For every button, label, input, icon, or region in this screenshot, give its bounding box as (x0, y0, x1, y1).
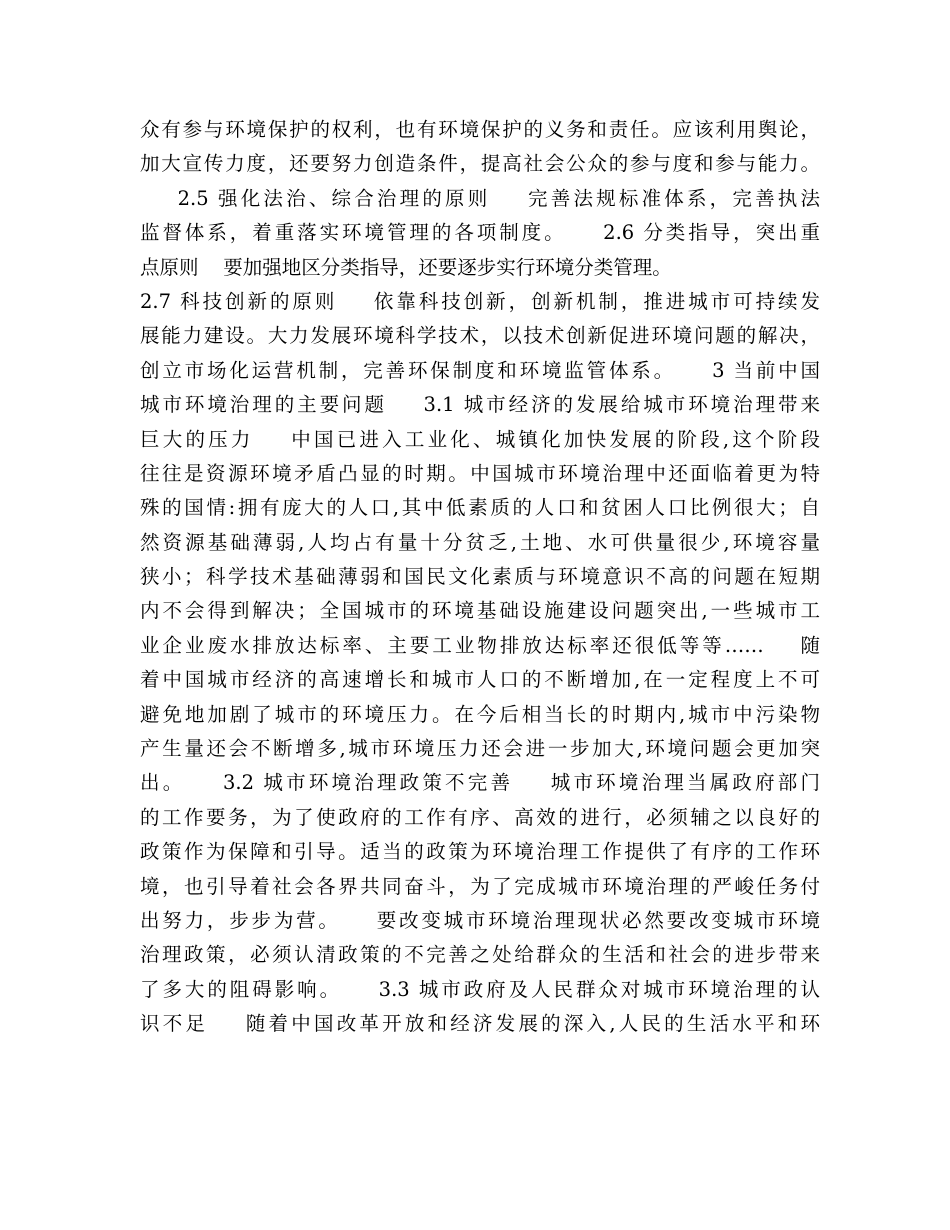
text-line: 着中国城市经济的高速增长和城市人口的不断增加,在一定程度上不可 (140, 668, 820, 692)
text-line: 创立市场化运营机制，完善环保制度和环境监管体系。 3 当前中国 (140, 358, 820, 382)
text-line: 城市环境治理的主要问题 3.1 城市经济的发展给城市环境治理带来 (140, 393, 820, 417)
text-line: 2.7 科技创新的原则 依靠科技创新，创新机制，推进城市可持续发 (140, 289, 820, 313)
text-line: 加大宣传力度，还要努力创造条件，提高社会公众的参与度和参与能力。 (140, 152, 820, 176)
text-line: 产生量还会不断增多,城市环境压力还会进一步加大,环境问题会更加突 (140, 737, 820, 761)
text-line: 监督体系，着重落实环境管理的各项制度。 2.6 分类指导，突出重 (140, 221, 820, 245)
text-line: 殊的国情:拥有庞大的人口,其中低素质的人口和贫困人口比例很大；自 (140, 496, 820, 520)
text-line: 政策作为保障和引导。适当的政策为环境治理工作提供了有序的工作环 (140, 840, 820, 864)
text-line: 巨大的压力 中国已进入工业化、城镇化加快发展的阶段,这个阶段 (140, 427, 820, 451)
text-line: 识不足 随着中国改革开放和经济发展的深入,人民的生活水平和环 (140, 1012, 820, 1036)
text-line: 治理政策，必须认清政策的不完善之处给群众的生活和社会的进步带来 (140, 943, 820, 967)
text-line: 狭小；科学技术基础薄弱和国民文化素质与环境意识不高的问题在短期 (140, 565, 820, 589)
text-line: 众有参与环境保护的权利，也有环境保护的义务和责任。应该利用舆论， (140, 118, 820, 141)
text-line: 内不会得到解决；全国城市的环境基础设施建设问题突出,一些城市工 (140, 599, 820, 623)
text-line: 境，也引导着社会各界共同奋斗，为了完成城市环境治理的严峻任务付 (140, 874, 820, 898)
text-line: 出努力，步步为营。 要改变城市环境治理现状必然要改变城市环境 (140, 908, 820, 932)
text-line: 展能力建设。大力发展环境科学技术，以技术创新促进环境问题的解决， (140, 324, 820, 348)
text-line: 避免地加剧了城市的环境压力。在今后相当长的时期内,城市中污染物 (140, 702, 820, 726)
text-line: 的工作要务，为了使政府的工作有序、高效的进行，必须辅之以良好的 (140, 805, 820, 829)
text-line: 2.5 强化法治、综合治理的原则 完善法规标准体系，完善执法 (140, 186, 820, 210)
body-text (140, 113, 820, 1042)
text-line: 往往是资源环境矛盾凸显的时期。中国城市环境治理中还面临着更为特 (140, 461, 820, 485)
text-line: 业企业废水排放达标率、主要工业物排放达标率还很低等等…… 随 (140, 633, 820, 657)
text-line: 然资源基础薄弱,人均占有量十分贫乏,土地、水可供量很少,环境容量 (140, 530, 820, 554)
text-line: 出。 3.2 城市环境治理政策不完善 城市环境治理当属政府部门 (140, 771, 820, 795)
text-line: 了多大的阻碍影响。 3.3 城市政府及人民群众对城市环境治理的认 (140, 977, 820, 1001)
text-line: 点原则 要加强地区分类指导，还要逐步实行环境分类管理。 (140, 255, 672, 279)
